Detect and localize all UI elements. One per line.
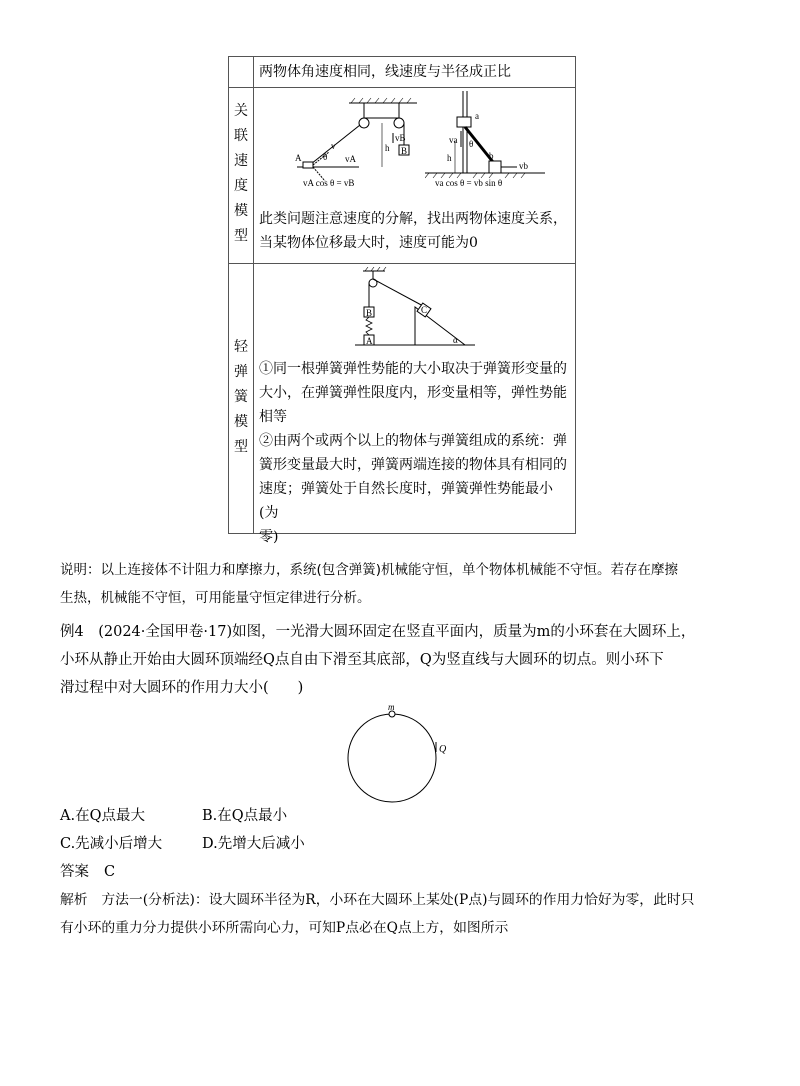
row3-label: 轻 弹 簧 模 型 bbox=[234, 339, 248, 455]
svg-text:va cos θ = vb sin θ: va cos θ = vb sin θ bbox=[435, 178, 503, 187]
option-b: B.在Q点最小 bbox=[202, 808, 288, 824]
row3-text: ①同一根弹簧弹性势能的大小取决于弹簧形变量的 大小，在弹簧弹性限度内，形变量相等，弹性势能 相等 ②由两个或两个以上的物体与弹簧组成的系统：弹 簧形变量最大时，弹簧两端连接的物体具有相同的 速度；弹簧处于自然长度时，弹簧弹性势能最小(为 零) bbox=[259, 361, 567, 545]
table-column-divider bbox=[253, 57, 254, 533]
model-table bbox=[228, 56, 576, 545]
row-divider bbox=[229, 87, 575, 88]
option-a: A.在Q点最大 bbox=[60, 808, 145, 824]
svg-text:vB: vB bbox=[395, 133, 406, 143]
answer-value: C bbox=[104, 864, 116, 880]
circle-figure bbox=[340, 700, 460, 810]
svg-text:α: α bbox=[453, 335, 458, 345]
example-question: 例4 (2024·全国甲卷·17)如图，一光滑大圆环固定在竖直平面内，质量为m的小环套在大圆环上， 小环从静止开始由大圆环顶端经Q点自由下滑至其底部，Q为竖直线与大圆环的切点。则小环下 滑过程中对大圆环的作用力大小( ) bbox=[60, 624, 696, 696]
svg-text:m: m bbox=[388, 702, 395, 712]
option-c: C.先减小后增大 bbox=[60, 836, 163, 852]
spring-figure bbox=[355, 267, 475, 351]
answer-label: 答案 bbox=[60, 864, 89, 880]
svg-text:A: A bbox=[295, 153, 302, 163]
svg-text:B: B bbox=[401, 146, 408, 156]
row1-text: 两物体角速度相同，线速度与半径成正比 bbox=[259, 64, 511, 80]
svg-text:vb: vb bbox=[519, 161, 528, 171]
svg-text:h: h bbox=[447, 153, 452, 163]
svg-text:v: v bbox=[331, 141, 336, 151]
row-divider bbox=[229, 263, 575, 264]
row2-label: 关 联 速 度 模 型 bbox=[234, 103, 248, 244]
svg-text:A: A bbox=[366, 336, 373, 346]
pulley-figure bbox=[289, 97, 419, 187]
svg-text:vA cos θ = vB: vA cos θ = vB bbox=[303, 178, 355, 187]
svg-text:B: B bbox=[366, 308, 373, 318]
analysis-paragraph: 解析 方法一(分析法)：设大圆环半径为R，小环在大圆环上某处(P点)与圆环的作用力恰好为零，此时只 有小环的重力分力提供小环所需向心力，可知P点必在Q点上方，如图所示 bbox=[60, 892, 695, 936]
svg-text:b: b bbox=[489, 151, 494, 161]
svg-text:h: h bbox=[385, 143, 390, 153]
svg-text:vA: vA bbox=[345, 154, 356, 164]
rod-figure bbox=[425, 91, 545, 187]
svg-text:θ: θ bbox=[469, 139, 474, 149]
note-paragraph: 说明：以上连接体不计阻力和摩擦力，系统(包含弹簧)机械能守恒，单个物体机械能不守恒。若存在摩擦 生热，机械能不守恒，可用能量守恒定律进行分析。 bbox=[60, 562, 679, 606]
svg-text:θ: θ bbox=[323, 152, 328, 162]
svg-text:Q: Q bbox=[439, 744, 447, 755]
svg-text:va: va bbox=[449, 135, 458, 145]
row2-text: 此类问题注意速度的分解，找出两物体速度关系， 当某物体位移最大时，速度可能为0 bbox=[259, 211, 567, 251]
svg-text:a: a bbox=[475, 111, 479, 121]
option-d: D.先增大后减小 bbox=[202, 836, 305, 852]
svg-text:C: C bbox=[421, 305, 428, 315]
